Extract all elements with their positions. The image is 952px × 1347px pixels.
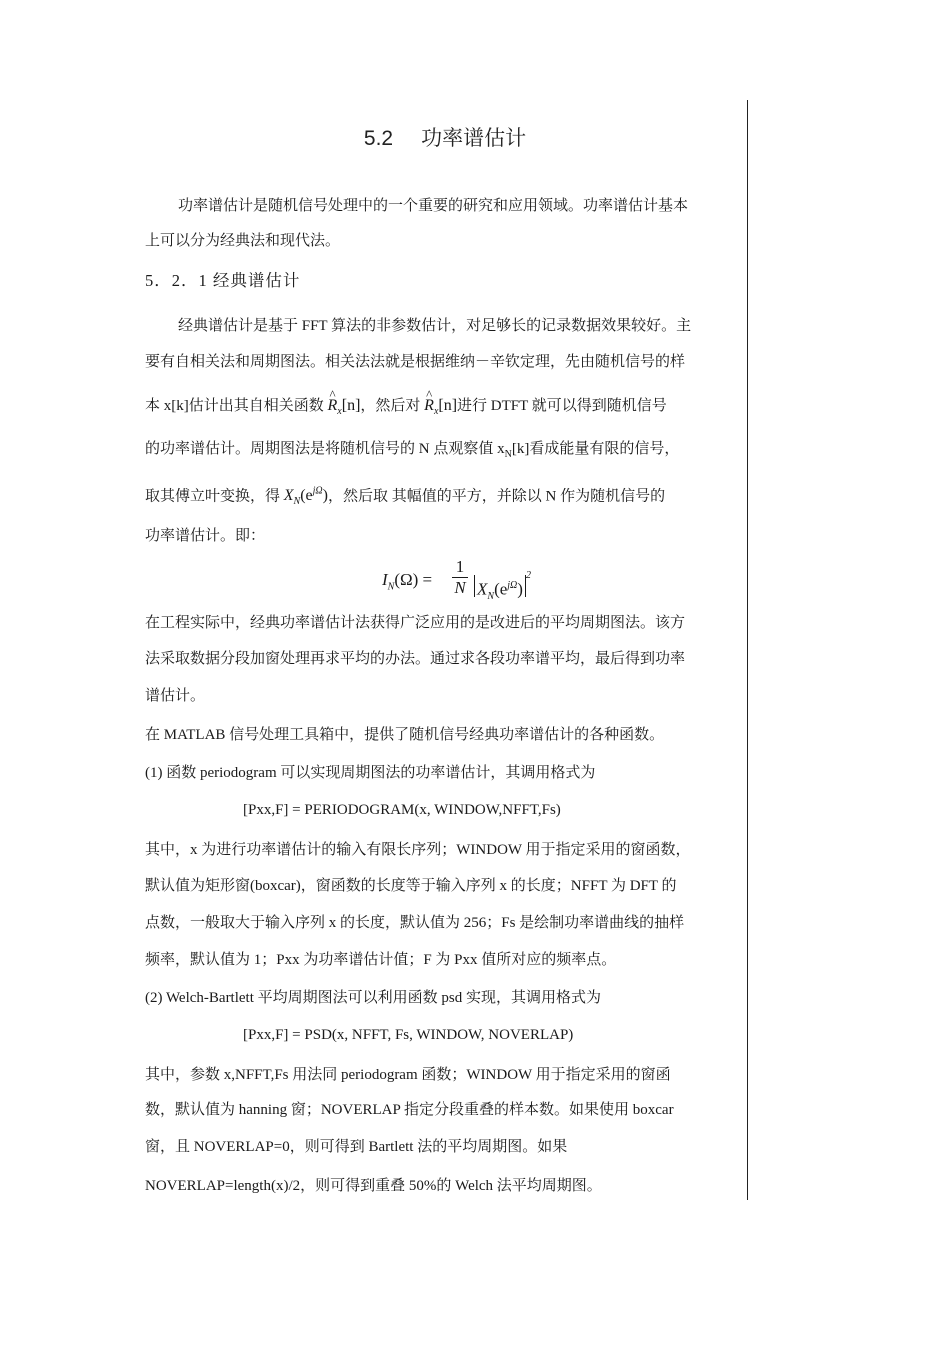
body1-line-3 <box>145 396 760 416</box>
body2-line-1: 在工程实际中，经典功率谱估计法获得广泛应用的是改进后的平均周期图法。该方 <box>145 615 686 631</box>
code-periodogram: [Pxx,F] = PERIODOGRAM(x, WINDOW,NFFT,Fs) <box>243 802 561 818</box>
body4-line-2: 数，默认值为 hanning 窗；NOVERLAP 指定分段重叠的样本数。如果使用 boxcar <box>145 1102 674 1118</box>
body2-line-4: 在 MATLAB 信号处理工具箱中，提供了随机信号经典功率谱估计的各种函数。 <box>145 727 665 743</box>
body4-line-4: NOVERLAP=length(x)/2，则可得到重叠 50%的 Welch 法平均周期图。 <box>145 1178 602 1194</box>
section-title-text: 功率谱估计 <box>421 127 527 150</box>
code-psd: [Pxx,F] = PSD(x, NFFT, Fs, WINDOW, NOVERLAP) <box>243 1027 574 1043</box>
body2-line-5: (1) 函数 periodogram 可以实现周期图法的功率谱估计，其调用格式为 <box>145 765 596 781</box>
body1-line-6: 功率谱估计。即： <box>145 528 266 544</box>
section-number: 5.2 <box>363 127 394 150</box>
body4-line-3: 窗，且 NOVERLAP=0，则可得到 Bartlett 法的平均周期图。如果 <box>145 1139 568 1155</box>
formula-fraction: 1 N <box>452 558 468 597</box>
body1-line-2: 要有自相关法和周期图法。相关法法就是根据维纳－辛钦定理，先由随机信号的样 <box>145 354 686 370</box>
body1-line-4: 的功率谱估计。周期图法是将随机信号的 N 点观察值 $x_N[k]$看成能量有限的信号， <box>145 441 680 460</box>
body1-line-3-b: ，然后对 <box>360 398 425 414</box>
intro-line-1: 功率谱估计是随机信号处理中的一个重要的研究和应用领域。功率谱估计基本 <box>178 198 689 214</box>
body3-line-2: 默认值为矩形窗(boxcar)，窗函数的长度等于输入序列 x 的长度；NFFT 为 DFT 的 <box>145 878 677 894</box>
subsection-heading: 5．2．1 经典谱估计 <box>145 271 301 290</box>
body3-line-3: 点数，一般取大于输入序列 x 的长度，默认值为 256；Fs 是绘制功率谱曲线的抽样 <box>145 915 685 931</box>
body3-line-1: 其中，x 为进行功率谱估计的输入有限长序列；WINDOW 用于指定采用的窗函数， <box>145 842 691 858</box>
body4-line-1: 其中，参数 x,NFFT,Fs 用法同 periodogram 函数；WINDOW 用于指定采用的窗函 <box>145 1067 671 1083</box>
body1-line-1: 经典谱估计是基于 FFT 算法的非参数估计，对足够长的记录数据效果较好。主 <box>178 318 692 334</box>
body1-line-5: 取其傅立叶变换，得 $X_N(e^{j\Omega})$，然后取 其幅值的平方，并除以 N 作为随机信号的 <box>145 486 666 508</box>
body1-line-3-a: 本 x[k]估计出其自相关函数 <box>145 398 328 414</box>
body3-line-4: 频率，默认值为 1；Pxx 为功率谱估计值；F 为 Pxx 值所对应的频率点。 <box>145 952 617 968</box>
intro-line-2: 上可以分为经典法和现代法。 <box>145 233 341 249</box>
body1-line-3-c: 进行 DTFT 就可以得到随机信号 <box>457 398 667 414</box>
body2-line-3: 谱估计。 <box>145 688 206 704</box>
fourier-math: $X_N(e^{j\Omega})$ <box>283 486 328 508</box>
periodogram-formula: $I_N(\Omega)$ = 1 N $X_N(e^{j\Omega})^2$ <box>382 557 531 603</box>
body2-line-2: 法采取数据分段加窗处理再求平均的办法。通过求各段功率谱平均，最后得到功率 <box>145 651 686 667</box>
section-title <box>145 122 745 152</box>
body3-line-5: (2) Welch-Bartlett 平均周期图法可以利用函数 psd 实现，其调用格式为 <box>145 990 601 1006</box>
autocorr-math-2: ^ $R_x[n]$ <box>424 397 457 414</box>
autocorr-math-1: ^ $R_x[n]$ <box>328 397 361 414</box>
